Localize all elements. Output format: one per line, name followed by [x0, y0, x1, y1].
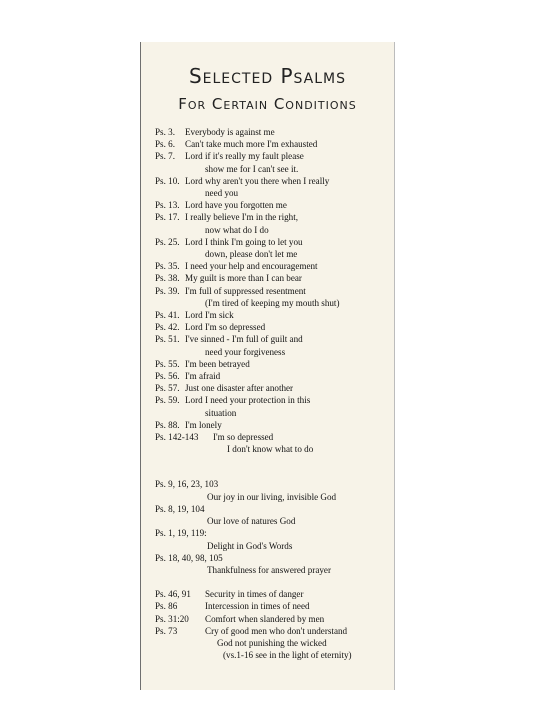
- psalm-reference: Ps. 56.: [155, 371, 180, 382]
- condition-text: Lord I need your protection in this: [185, 395, 311, 406]
- psalm-reference: Ps. 25.: [155, 236, 180, 247]
- theme-text: Our joy in our living, invisible God: [207, 491, 337, 502]
- condition-continuation: now what do I do: [205, 224, 269, 235]
- list-item: [155, 272, 391, 284]
- card-subtitle: For Certain Conditions: [178, 95, 357, 113]
- card-title: Selected Psalms: [188, 64, 347, 88]
- list-item: [155, 419, 391, 431]
- psalm-reference: Ps. 55.: [155, 358, 180, 369]
- psalm-reference: Ps. 17.: [155, 212, 180, 223]
- psalm-reference: Ps. 42.: [155, 322, 180, 333]
- list-item: [155, 150, 391, 174]
- condition-text: Lord I'm sick: [185, 310, 234, 321]
- list-item: [155, 358, 391, 370]
- psalm-bookmark-card: [140, 42, 395, 690]
- psalm-reference: Ps. 57.: [155, 383, 180, 394]
- list-item: [155, 138, 391, 150]
- psalm-reference: Ps. 142-143: [155, 432, 199, 443]
- list-item: [155, 175, 391, 199]
- condition-continuation: need your forgiveness: [205, 346, 286, 357]
- psalm-reference: Ps. 7.: [155, 151, 175, 162]
- condition-text: Just one disaster after another: [185, 383, 294, 394]
- list-item: [155, 503, 391, 527]
- condition-text: Everybody is against me: [185, 127, 275, 137]
- list-item: [155, 236, 391, 260]
- psalm-reference: Ps. 73: [155, 625, 178, 636]
- condition-continuation: (I'm tired of keeping my mouth shut): [205, 297, 340, 308]
- psalm-reference: Ps. 8, 19, 104: [155, 503, 205, 514]
- theme-text: Security in times of danger: [205, 589, 304, 600]
- condition-continuation: need you: [205, 188, 239, 199]
- list-item: [155, 600, 391, 612]
- condition-text: I've sinned - I'm full of guilt and: [185, 334, 303, 345]
- misc-group: [155, 588, 391, 661]
- psalm-reference: Ps. 6.: [155, 139, 175, 150]
- list-item: [155, 588, 391, 600]
- list-item: [155, 478, 391, 502]
- list-item: [155, 431, 391, 455]
- theme-text: Thankfulness for answered prayer: [207, 564, 331, 575]
- condition-text: Lord why aren't you there when I really: [185, 175, 330, 186]
- conditions-group: [155, 126, 391, 431]
- theme-text: Intercession in times of need: [205, 601, 310, 612]
- theme-text: Delight in God's Words: [207, 540, 293, 551]
- list-item: [155, 199, 391, 211]
- condition-text: My guilt is more than I can bear: [185, 273, 302, 284]
- list-item: [155, 382, 391, 394]
- theme-text: Cry of good men who don't understand: [205, 625, 348, 636]
- psalm-reference: Ps. 1, 19, 119:: [155, 528, 207, 539]
- condition-text: I need your help and encouragement: [185, 261, 318, 272]
- list-item: [155, 370, 391, 382]
- condition-text: I'm full of suppressed resentment: [185, 285, 306, 296]
- list-item: [155, 625, 391, 662]
- condition-continuation: show me for I can't see it.: [205, 163, 299, 174]
- psalm-reference: Ps. 88.: [155, 419, 180, 430]
- psalm-reference: Ps. 9, 16, 23, 103: [155, 479, 219, 490]
- list-item: [155, 260, 391, 272]
- list-item: [155, 394, 391, 418]
- condition-text: Lord have you forgotten me: [185, 200, 287, 211]
- list-item: [155, 552, 391, 576]
- list-item: [155, 333, 391, 357]
- psalm-reference: Ps. 41.: [155, 310, 180, 321]
- condition-text: I'm lonely: [185, 419, 222, 430]
- list-item: [155, 321, 391, 333]
- list-item: [155, 211, 391, 235]
- psalm-reference: Ps. 18, 40, 98, 105: [155, 552, 223, 563]
- psalm-reference: Ps. 3.: [155, 127, 175, 137]
- psalm-reference: Ps. 13.: [155, 200, 180, 211]
- condition-text: Lord I'm so depressed: [185, 322, 266, 333]
- praise-group: [155, 478, 391, 576]
- psalm-reference: Ps. 59.: [155, 395, 180, 406]
- list-item: [155, 126, 391, 138]
- psalm-reference: Ps. 39.: [155, 285, 180, 296]
- condition-text: I really believe I'm in the right,: [185, 212, 298, 223]
- condition-text: I'm so depressed: [213, 432, 274, 443]
- psalm-reference: Ps. 51.: [155, 334, 180, 345]
- condition-continuation: I don't know what to do: [227, 444, 314, 455]
- condition-text: I'm been betrayed: [185, 358, 250, 369]
- theme-continuation: (vs.1-16 see in the light of eternity): [223, 650, 352, 661]
- list-item: [155, 527, 391, 551]
- condition-continuation: down, please don't let me: [205, 249, 298, 260]
- condition-text: Lord if it's really my fault please: [185, 151, 304, 162]
- condition-text: Lord I think I'm going to let you: [185, 236, 303, 247]
- condition-text: I'm afraid: [185, 371, 221, 382]
- psalm-reference: Ps. 38.: [155, 273, 180, 284]
- list-item: [155, 309, 391, 321]
- condition-continuation: situation: [205, 407, 237, 418]
- theme-text: Comfort when slandered by men: [205, 613, 325, 624]
- theme-text: Our love of natures God: [207, 516, 296, 527]
- theme-continuation: God not punishing the wicked: [217, 637, 327, 648]
- psalm-list: [155, 126, 391, 661]
- list-item: [155, 285, 391, 309]
- psalm-reference: Ps. 35.: [155, 261, 180, 272]
- psalm-reference: Ps. 10.: [155, 175, 180, 186]
- condition-text: Can't take much more I'm exhausted: [185, 139, 318, 150]
- psalm-reference: Ps. 46, 91: [155, 589, 191, 600]
- psalm-reference: Ps. 86: [155, 601, 178, 612]
- psalm-reference: Ps. 31:20: [155, 613, 189, 624]
- list-item: [155, 613, 391, 625]
